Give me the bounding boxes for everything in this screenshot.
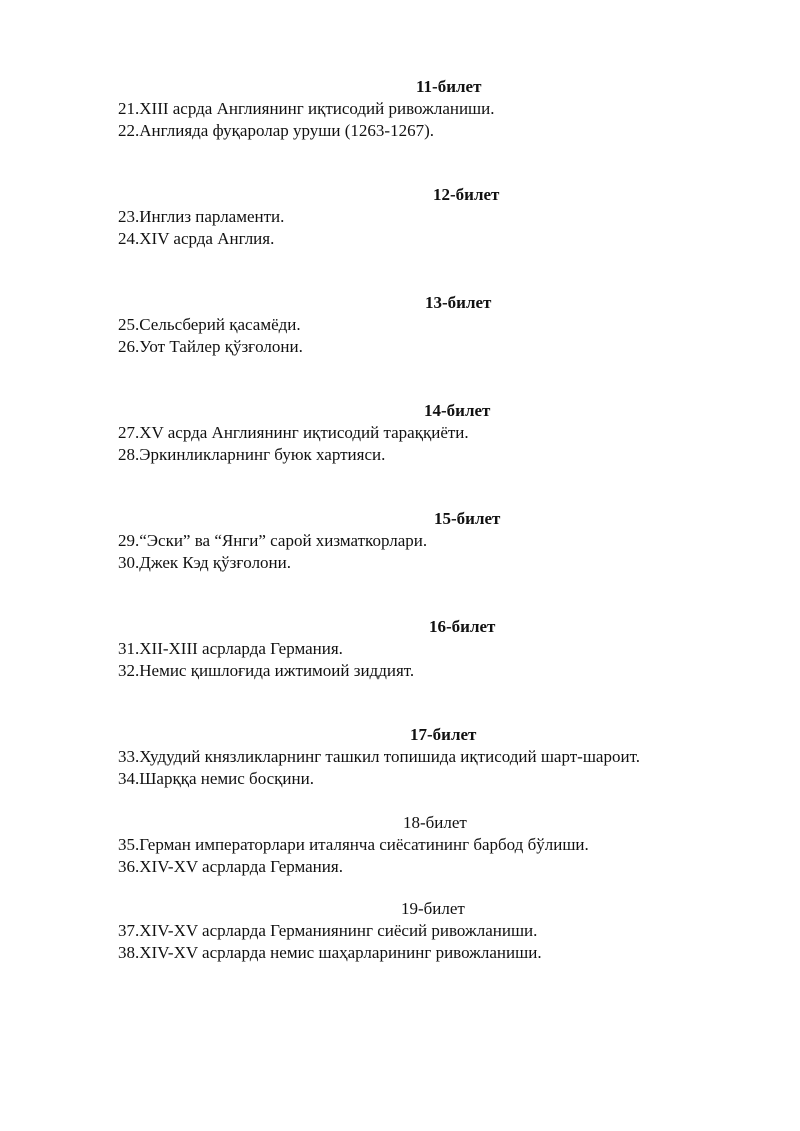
- ticket-title: 13-билет: [425, 293, 492, 312]
- question-item: 29.“Эски” ва “Янги” сарой хизматкорлари.: [118, 531, 428, 550]
- question-item: 30.Джек Кэд қўзғолони.: [118, 553, 292, 572]
- question-item: 25.Сельсберий қасамёди.: [118, 315, 301, 334]
- question-item: 35.Герман императорлари италянча сиёсатининг барбод бўлиши.: [118, 835, 589, 854]
- ticket-title: 19-билет: [401, 899, 465, 918]
- ticket-title: 18-билет: [403, 813, 467, 832]
- question-item: 27.XV асрда Англиянинг иқтисодий тараққиёти.: [118, 423, 469, 442]
- question-item: 28.Эркинликларнинг буюк хартияси.: [118, 445, 386, 464]
- ticket-title: 16-билет: [429, 617, 496, 636]
- ticket-title: 15-билет: [434, 509, 501, 528]
- question-item: 21.XIII асрда Англиянинг иқтисодий ривожланиши.: [118, 99, 495, 118]
- question-item: 24.XIV асрда Англия.: [118, 229, 275, 248]
- question-item: 34.Шарққа немис босқини.: [118, 769, 314, 788]
- question-item: 22.Англияда фуқаролар уруши (1263-1267).: [118, 121, 434, 140]
- question-item: 37.XIV-XV асрларда Германиянинг сиёсий ривожланиши.: [118, 921, 538, 940]
- question-item: 38.XIV-XV асрларда немис шаҳарларининг ривожланиши.: [118, 943, 542, 962]
- ticket-title: 14-билет: [424, 401, 491, 420]
- question-item: 32.Немис қишлоғида ижтимоий зиддият.: [118, 661, 415, 680]
- question-item: 26.Уот Тайлер қўзғолони.: [118, 337, 303, 356]
- question-item: 23.Инглиз парламенти.: [118, 207, 285, 226]
- ticket-title: 17-билет: [410, 725, 477, 744]
- ticket-title: 12-билет: [433, 185, 500, 204]
- question-item: 33.Худудий князликларнинг ташкил топишида иқтисодий шарт-шароит.: [118, 747, 640, 766]
- question-item: 36.XIV-XV асрларда Германия.: [118, 857, 343, 876]
- question-item: 31.XII-XIII асрларда Германия.: [118, 639, 343, 658]
- ticket-title: 11-билет: [416, 77, 482, 96]
